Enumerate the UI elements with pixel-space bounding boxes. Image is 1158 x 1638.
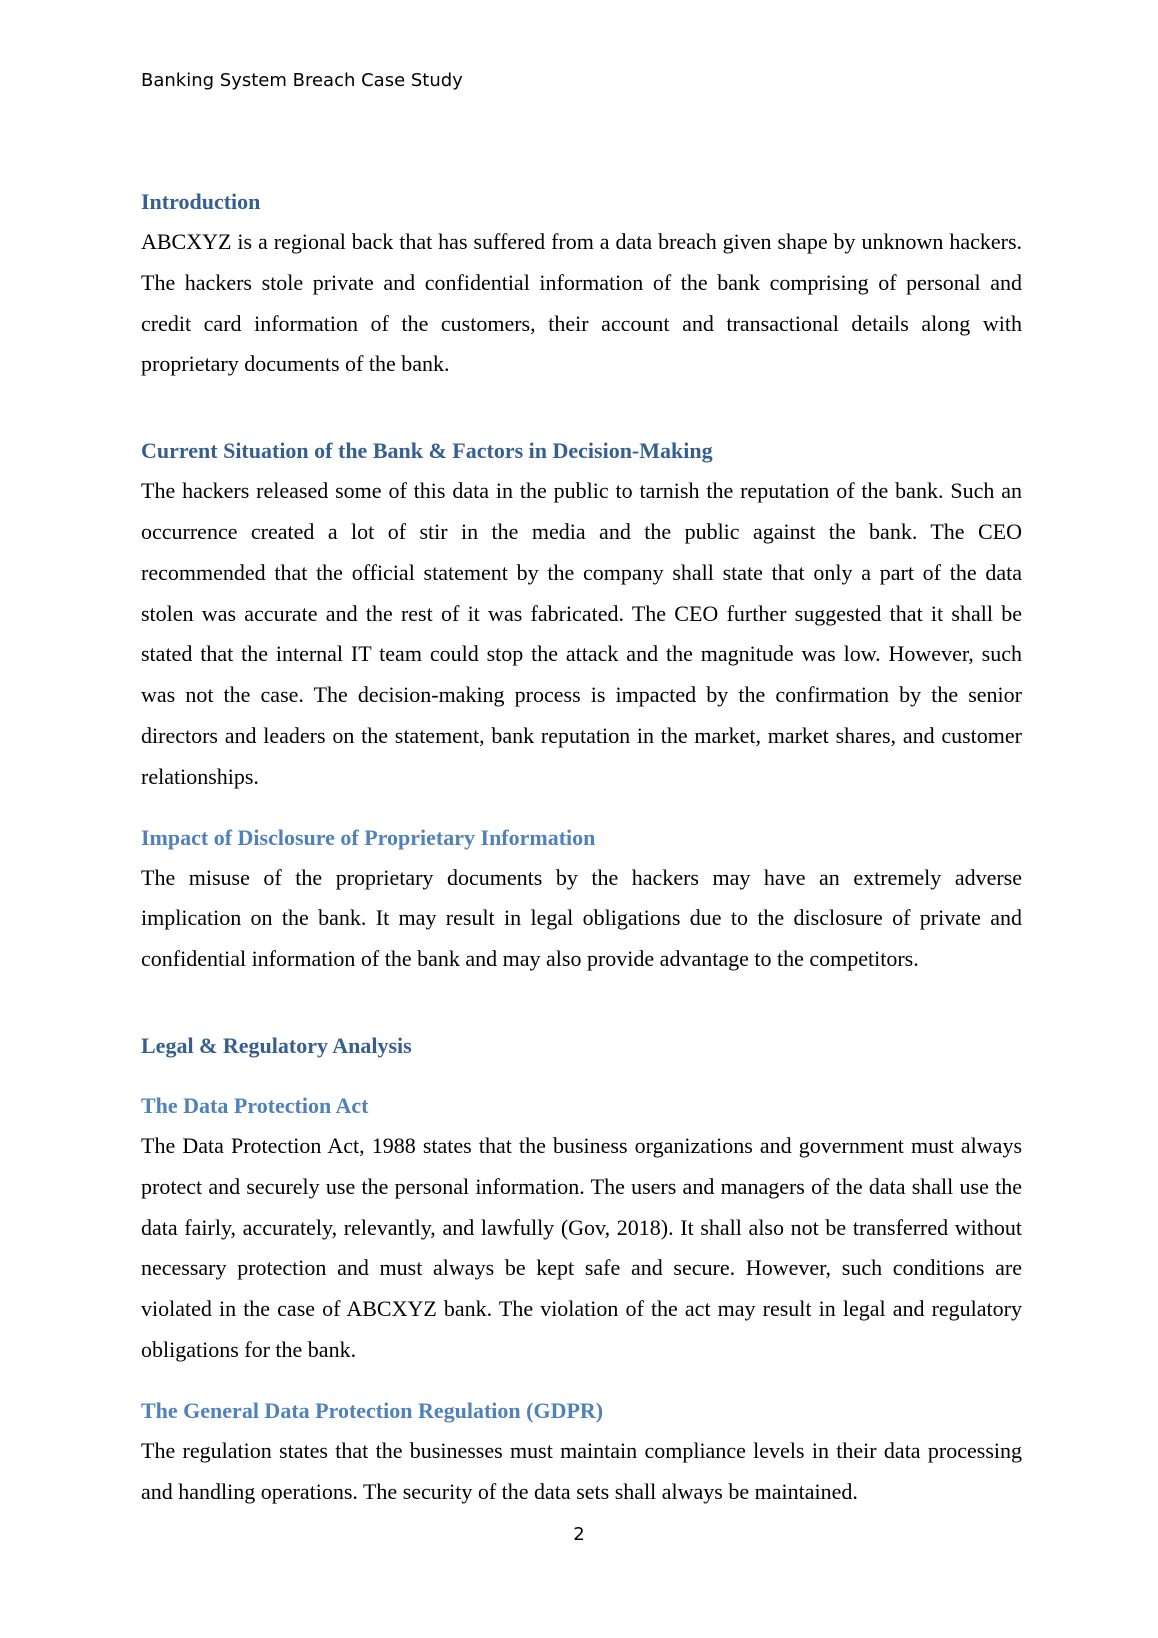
paragraph-data-protection-act: The Data Protection Act, 1988 states that the business organizations and government must always protect and securely use the personal information. The users and managers of the data shall use the data fairly, accurately, relevantly, and lawfully (Gov, 2018). It shall also not be transferred without necessary protection and must always be kept safe and secure. However, such conditions are violated in the case of ABCXYZ bank. The violation of the act may result in legal and regulatory obligations for the bank.	[141, 1132, 1022, 1362]
spacer	[141, 798, 1022, 818]
paragraph-current-situation: The hackers released some of this data in the public to tarnish the reputation of the bank. Such an occurrence created a lot of stir in the media and the public against the bank. The CEO recommended that the official statement by the company shall state that only a part of the data stolen was accurate and the rest of it was fabricated. The CEO further suggested that it shall be stated that the internal IT team could stop the attack and the magnitude was low. However, such was not the case. The decision-making process is impacted by the confirmation by the senior directors and leaders on the statement, bank reputation in the market, market shares, and customer relationships.	[141, 478, 1022, 789]
spacer	[141, 1371, 1022, 1391]
spacer	[141, 385, 1022, 431]
paragraph-introduction: ABCXYZ is a regional back that has suffered from a data breach given shape by unknown hackers. The hackers stole private and confidential information of the bank comprising of personal and credit card information of the customers, their account and transactional details along with proprietary documents of the bank.	[141, 229, 1022, 377]
heading-gdpr: The General Data Protection Regulation (GDPR)	[141, 1397, 604, 1423]
section-impact-disclosure	[141, 818, 1022, 980]
spacer	[141, 1066, 1022, 1086]
heading-data-protection-act: The Data Protection Act	[141, 1092, 369, 1118]
section-data-protection-act	[141, 1086, 1022, 1371]
heading-introduction: Introduction	[141, 189, 261, 214]
section-current-situation	[141, 431, 1022, 797]
document-body	[141, 182, 1022, 1512]
running-header: Banking System Breach Case Study	[141, 70, 463, 91]
section-introduction	[141, 182, 1022, 385]
heading-legal-regulatory: Legal & Regulatory Analysis	[141, 1032, 412, 1058]
section-gdpr	[141, 1391, 1022, 1513]
paragraph-gdpr: The regulation states that the businesses must maintain compliance levels in their data processing and handling operations. The security of the data sets shall always be maintained.	[141, 1437, 1022, 1504]
heading-impact-disclosure: Impact of Disclosure of Proprietary Information	[141, 824, 596, 850]
spacer	[141, 980, 1022, 1026]
section-legal-regulatory	[141, 1026, 1022, 1066]
page-number: 2	[573, 1524, 585, 1545]
paragraph-impact-disclosure: The misuse of the proprietary documents by the hackers may have an extremely adverse implication on the bank. It may result in legal obligations due to the disclosure of private and confidential information of the bank and may also provide advantage to the competitors.	[141, 864, 1022, 972]
heading-current-situation: Current Situation of the Bank & Factors in Decision-Making	[141, 438, 713, 464]
